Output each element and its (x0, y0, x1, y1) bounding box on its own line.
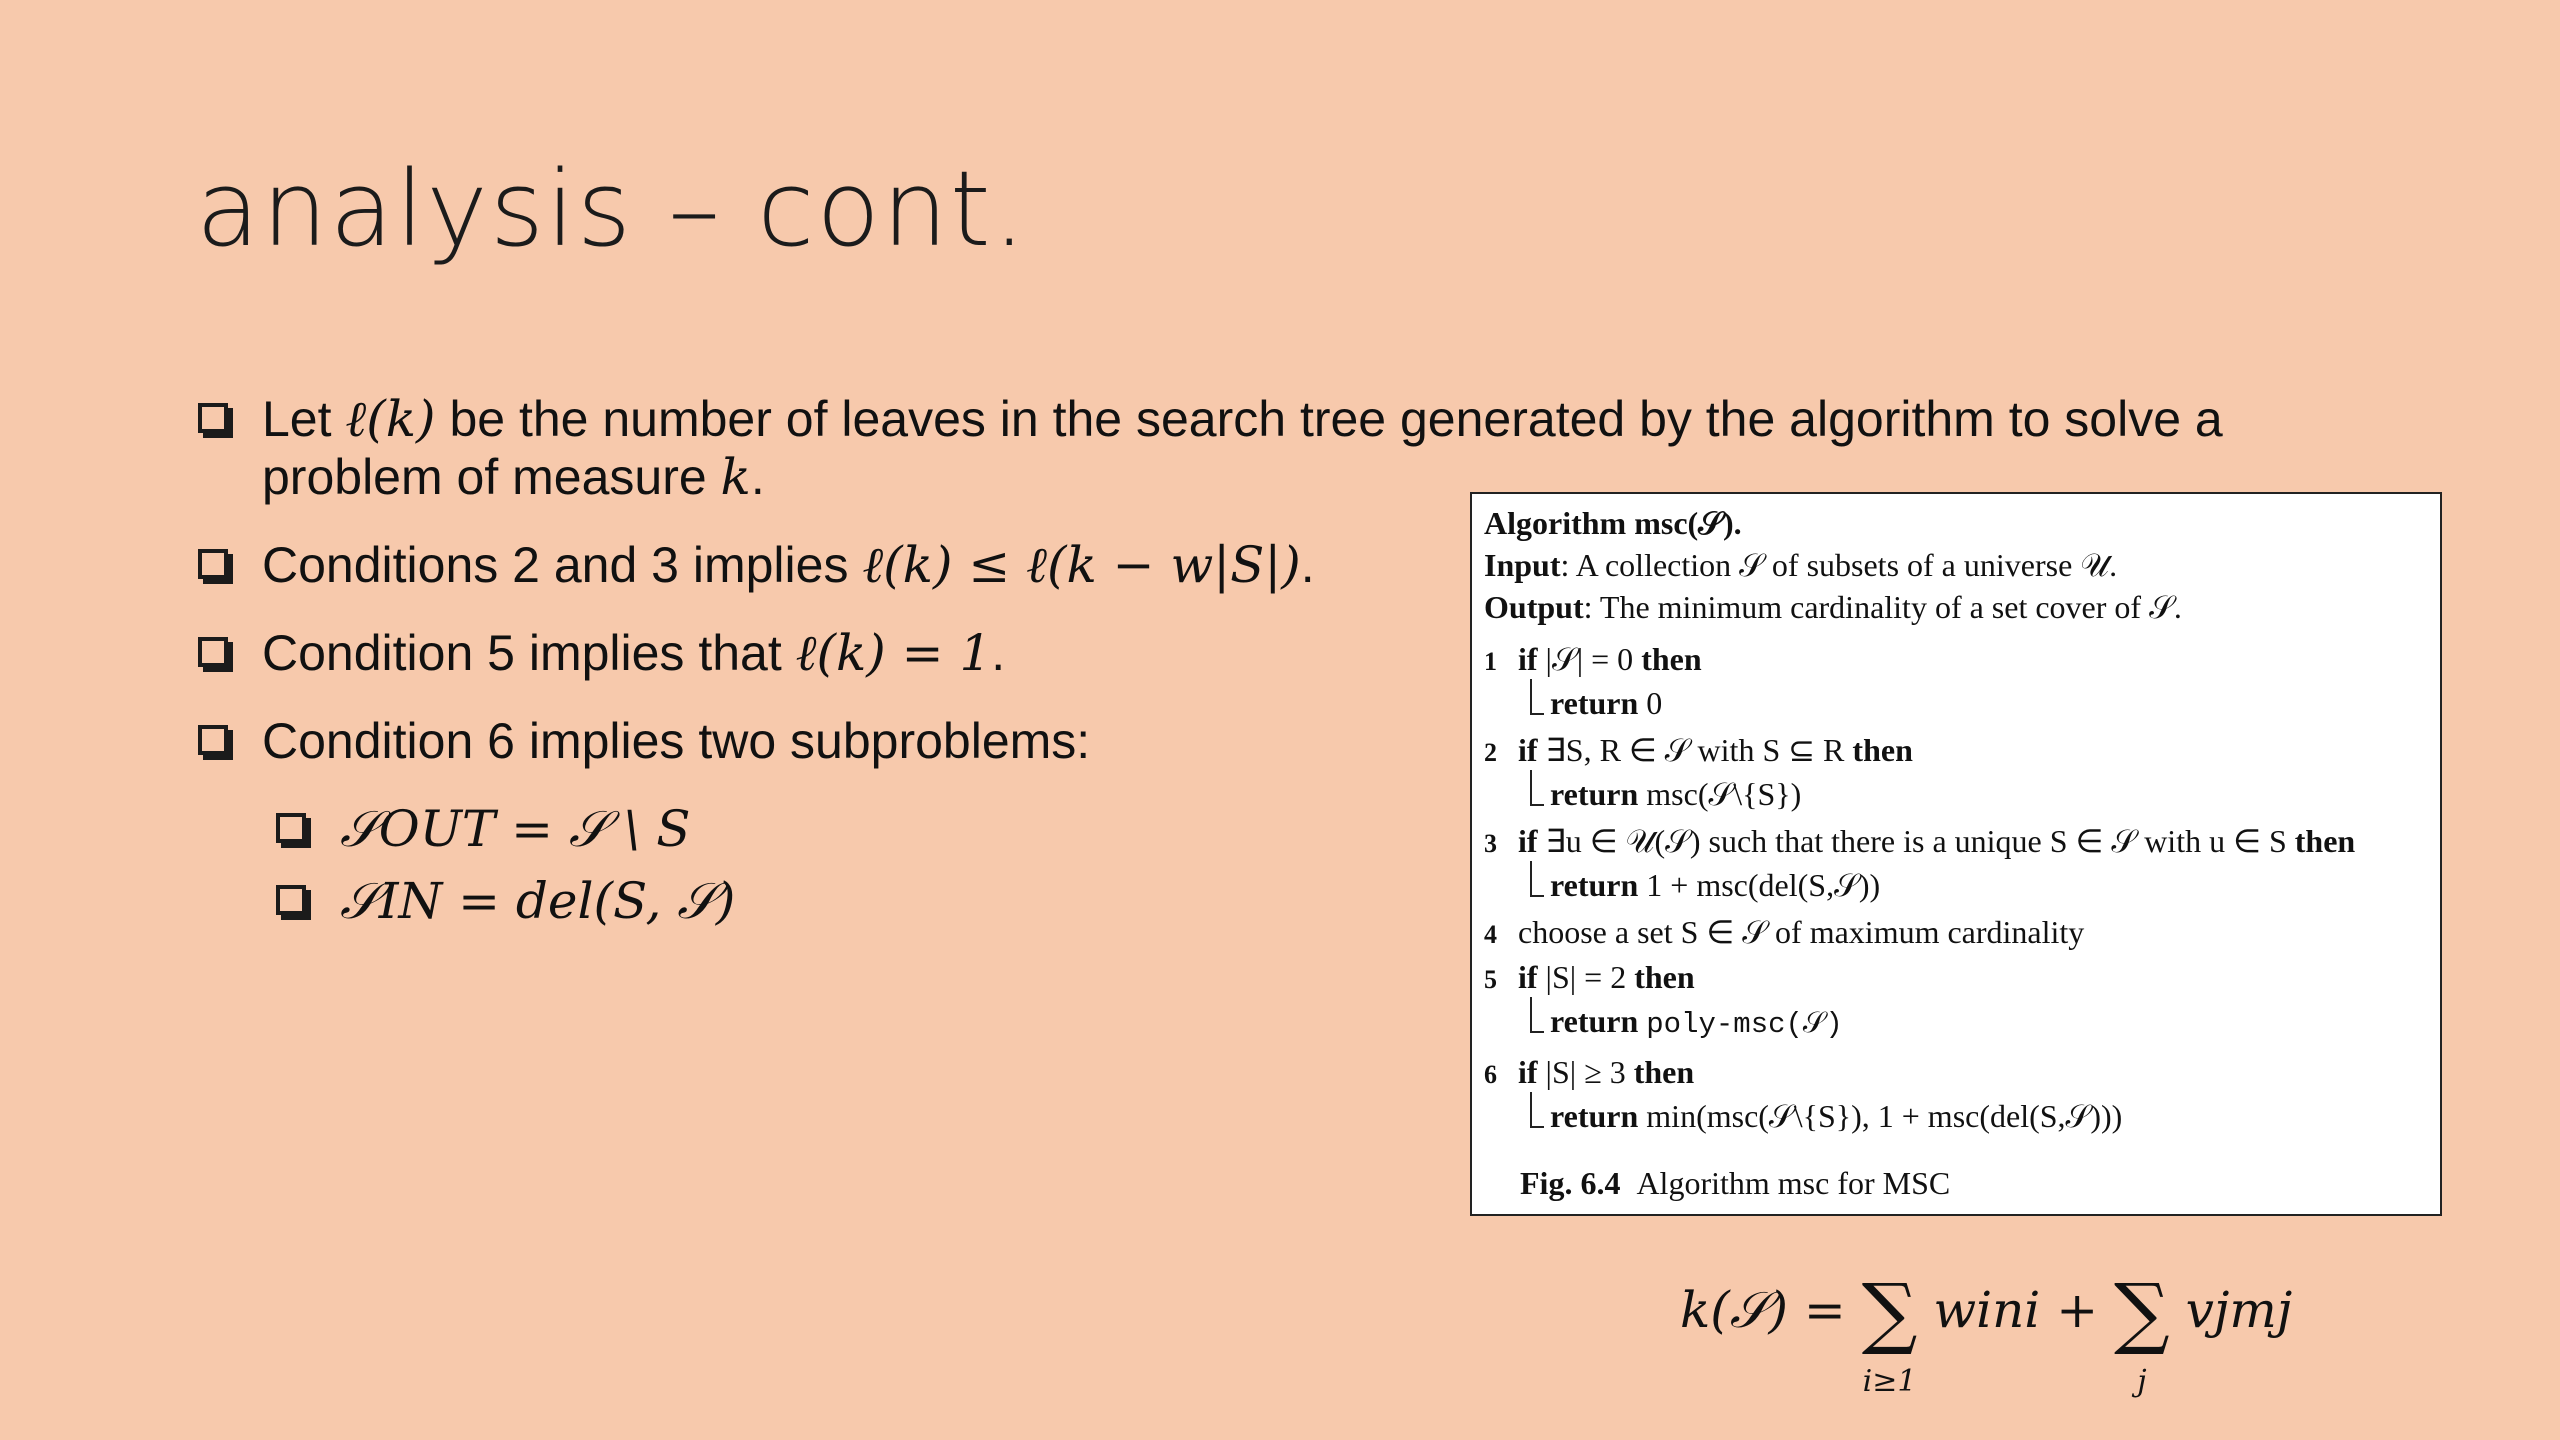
measure-formula: k(𝒮) = ∑ i≥1 wini + ∑ j vjmj (1680, 1268, 2293, 1399)
output-label: Output (1484, 589, 1584, 625)
algo-return-1: return 0 (1484, 683, 2428, 723)
input-label: Input (1484, 547, 1561, 583)
algo-return-6: return min(msc(𝒮\{S}), 1 + msc(del(S,𝒮))) (1484, 1096, 2428, 1136)
checkbox-bullet-icon (198, 637, 228, 667)
checkbox-bullet-icon (198, 725, 228, 755)
algo-line-6: 6 if |S| ≥ 3 then (1484, 1054, 1695, 1090)
algo-line-2: 2 if ∃S, R ∈ 𝒮 with S ⊆ R then (1484, 732, 1913, 768)
sum-symbol: ∑ i≥1 (1861, 1268, 1918, 1399)
bullet-leaves: Let ℓ(k) be the number of leaves in the search tree generated by the algorithm to solve a problem of measure k. (196, 390, 2396, 506)
subbullet-s-out: 𝒮OUT = 𝒮 \ S (274, 800, 2396, 858)
output-text: : The minimum cardinality of a set cover of 𝒮. (1583, 589, 2182, 625)
algo-return-5: return poly-msc(𝒮) (1484, 1001, 2428, 1045)
algorithm-title: Algorithm msc(𝒮). (1484, 505, 1742, 541)
subbullet-s-in: 𝒮IN = del(S, 𝒮) (274, 872, 2396, 930)
bullet-condition-6: Condition 6 implies two subproblems: (196, 712, 2396, 770)
checkbox-bullet-icon (198, 403, 228, 433)
slide-title: analysis – cont. (196, 148, 1028, 270)
bullet-conditions-2-3: Conditions 2 and 3 implies ℓ(k) ≤ ℓ(k − w|S|). (196, 536, 2396, 594)
algo-return-3: return 1 + msc(del(S,𝒮)) (1484, 865, 2428, 905)
algo-return-2: return msc(𝒮\{S}) (1484, 774, 2428, 814)
algo-line-1: 1 if |𝒮| = 0 then (1484, 641, 1702, 677)
checkbox-bullet-icon (198, 549, 228, 579)
figure-caption: Fig. 6.4 Algorithm msc for MSC (1520, 1165, 1951, 1201)
sum-symbol: ∑ j (2114, 1268, 2170, 1399)
algo-line-4: 4 choose a set S ∈ 𝒮 of maximum cardinality (1484, 914, 2085, 950)
algo-line-5: 5 if |S| = 2 then (1484, 959, 1695, 995)
checkbox-bullet-icon (276, 813, 306, 843)
checkbox-bullet-icon (276, 885, 306, 915)
algo-line-3: 3 if ∃u ∈ 𝒰(𝒮) such that there is a unique S ∈ 𝒮 with u ∈ S then (1484, 823, 2356, 859)
algorithm-box (1470, 492, 2442, 1216)
bullet-condition-5: Condition 5 implies that ℓ(k) = 1. (196, 624, 2396, 682)
input-text: : A collection 𝒮 of subsets of a universe 𝒰. (1560, 547, 2118, 583)
